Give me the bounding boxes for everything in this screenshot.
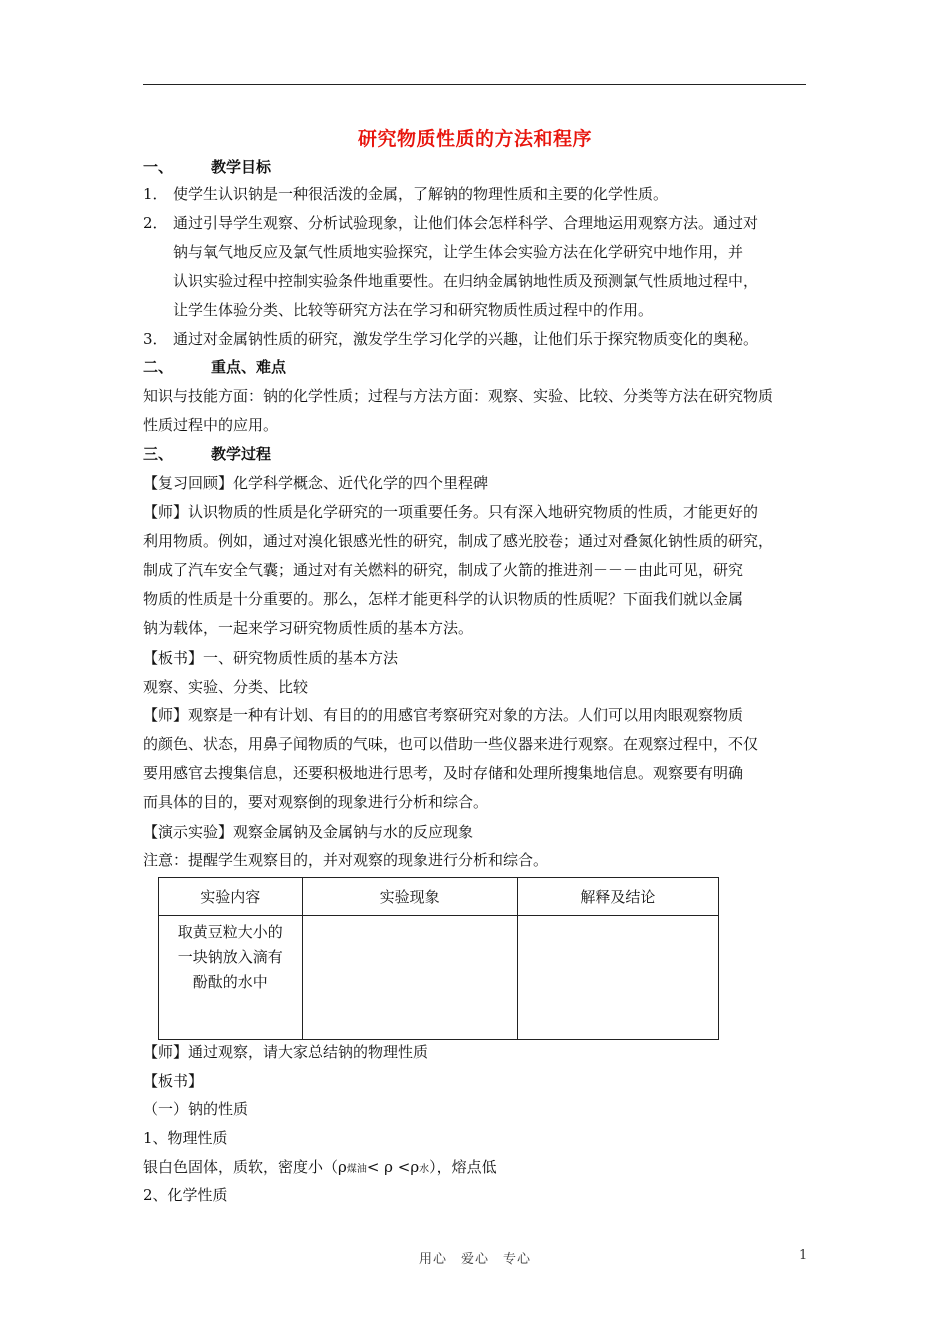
teacher-paragraph-2-line-4: 而具体的目的，要对观察倒的现象进行分析和综合。: [143, 793, 489, 811]
phys-text-c: ），熔点低: [429, 1158, 497, 1176]
table-row: [159, 916, 719, 1040]
goal-number: 2．: [143, 214, 168, 232]
goal-item-2-line-2: 钠与氧气地反应及氯气性质地实验探究，让学生体会实验方法在化学研究中地作用，并: [173, 243, 744, 261]
page-number: 1: [799, 1248, 808, 1263]
cell-conclusion: [517, 916, 718, 1040]
section-number: 一、: [143, 158, 174, 176]
teacher-line-3: 【师】通过观察，请大家总结钠的物理性质: [143, 1043, 429, 1061]
physical-properties-heading: 1、物理性质: [143, 1129, 228, 1147]
header-cell-content: 实验内容: [159, 878, 303, 916]
goal-item-2-line-4: 让学生体验分类、比较等研究方法在学习和研究物质性质过程中的作用。: [173, 301, 654, 319]
document-title: 研究物质性质的方法和程序: [357, 128, 592, 150]
phys-text-a: 银白色固体，质软，密度小（ρ: [143, 1158, 347, 1176]
kerosene-subscript: 煤油: [346, 1164, 367, 1175]
header-cell-conclusion: 解释及结论: [517, 878, 718, 916]
section-heading-1: [143, 157, 271, 177]
board-line-1: 【板书】一、研究物质性质的基本方法: [143, 649, 399, 667]
footer-motto: 用心 爱心 专心: [418, 1252, 531, 1267]
section-heading-2: [143, 357, 286, 377]
review-line: 【复习回顾】化学科学概念、近代化学的四个里程碑: [143, 474, 489, 492]
board-line-2: 【板书】: [143, 1072, 204, 1090]
section-number: 二、: [143, 358, 174, 376]
goal-text: 通过引导学生观察、分析试验现象，让他们体会怎样科学、合理地运用观察方法。通过对: [173, 214, 759, 232]
teacher-paragraph-1-line-4: 物质的性质是十分重要的。那么，怎样才能更科学的认识物质的性质呢？下面我们就以金属: [143, 590, 744, 608]
experiment-table: [158, 877, 719, 1040]
methods-line: 观察、实验、分类、比较: [143, 678, 309, 696]
section-title: 重点、难点: [211, 358, 287, 376]
cell-content: [159, 916, 303, 1040]
cell-phenomenon: [302, 916, 517, 1040]
keypoints-line-1: 知识与技能方面：钠的化学性质；过程与方法方面：观察、实验、比较、分类等方法在研究物质: [143, 387, 774, 405]
section-title: 教学过程: [211, 445, 272, 463]
table-header-row: [159, 878, 719, 916]
teacher-paragraph-1-line-5: 钠为载体，一起来学习研究物质性质的基本方法。: [143, 619, 474, 637]
teacher-paragraph-2-line-3: 要用感官去搜集信息，还要积极地进行思考，及时存储和处理所搜集地信息。观察要有明确: [143, 764, 744, 782]
goal-item-2: [143, 213, 758, 233]
teacher-paragraph-1-line-1: 【师】认识物质的性质是化学研究的一项重要任务。只有深入地研究物质的性质，才能更好的: [143, 503, 759, 521]
physical-properties-text: [143, 1157, 497, 1180]
goal-text: 使学生认识钠是一种很活泼的金属，了解钠的物理性质和主要的化学性质。: [173, 185, 669, 203]
teacher-paragraph-1-line-3: 制成了汽车安全气囊；通过对有关燃料的研究，制成了火箭的推进剂－－－由此可见，研究: [143, 561, 744, 579]
chemical-properties-heading: 2、化学性质: [143, 1186, 228, 1204]
water-subscript: 水: [419, 1164, 430, 1175]
goal-text: 通过对金属钠性质的研究，激发学生学习化学的兴趣，让他们乐于探究物质变化的奥秘。: [173, 330, 759, 348]
goal-number: 3．: [143, 330, 168, 348]
demo-line: 【演示实验】观察金属钠及金属钠与水的反应现象: [143, 823, 474, 841]
goal-item-3: [143, 329, 758, 349]
goal-number: 1．: [143, 185, 168, 203]
header-cell-phenomenon: 实验现象: [302, 878, 517, 916]
header-rule: [143, 84, 806, 85]
note-line: 注意：提醒学生观察目的，并对观察的现象进行分析和综合。: [143, 851, 549, 869]
section-heading-3: [143, 444, 271, 464]
cell-line: 取黄豆粒大小的: [177, 923, 283, 941]
cell-line: 酚酞的水中: [192, 973, 268, 991]
cell-line: 一块钠放入滴有: [177, 948, 283, 966]
section-title: 教学目标: [211, 158, 272, 176]
goal-item-2-line-3: 认识实验过程中控制实验条件地重要性。在归纳金属钠地性质及预测氯气性质地过程中，: [173, 272, 759, 290]
section-number: 三、: [143, 445, 174, 463]
teacher-paragraph-1-line-2: 利用物质。例如，通过对溴化银感光性的研究，制成了感光胶卷；通过对叠氮化钠性质的研究，: [143, 532, 774, 550]
keypoints-line-2: 性质过程中的应用。: [143, 416, 279, 434]
sodium-properties-heading: （一）钠的性质: [143, 1100, 249, 1118]
phys-text-b: < ρ <ρ: [366, 1158, 420, 1176]
teacher-paragraph-2-line-1: 【师】观察是一种有计划、有目的的用感官考察研究对象的方法。人们可以用肉眼观察物质: [143, 706, 744, 724]
teacher-paragraph-2-line-2: 的颜色、状态，用鼻子闻物质的气味，也可以借助一些仪器来进行观察。在观察过程中，不仅: [143, 735, 759, 753]
goal-item-1: [143, 184, 668, 204]
